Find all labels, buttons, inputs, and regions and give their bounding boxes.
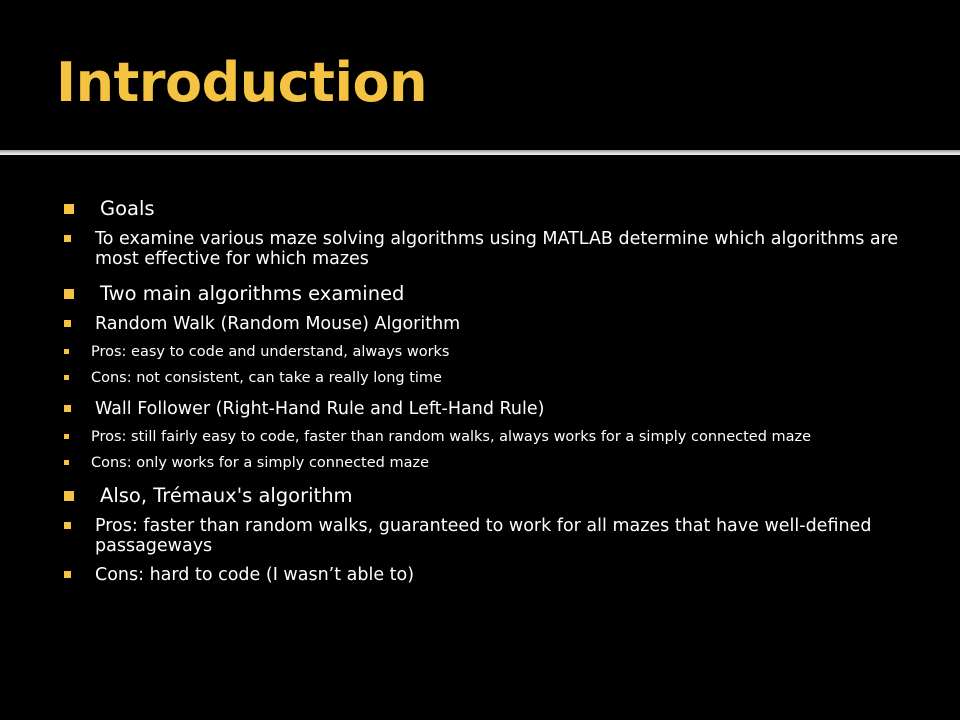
sub-bullet-list [95, 226, 924, 272]
title-bar [0, 0, 960, 150]
detail-list [91, 343, 924, 393]
sub-bullet-list [91, 311, 924, 478]
sub-bullet-tremaux-cons [64, 562, 924, 588]
bullet-label: Goals [100, 197, 155, 220]
detail-label: Cons: only works for a simply connected maze [91, 455, 430, 471]
detail-random-walk-pros [64, 343, 924, 361]
content-area [0, 155, 960, 720]
detail-wall-follower-cons [64, 454, 924, 472]
detail-label: Pros: still fairly easy to code, faster than random walks, always works for a simply connected maze [91, 429, 812, 445]
sub-bullet-tremaux-pros [64, 513, 924, 559]
detail-random-walk-cons [64, 369, 924, 387]
sub-bullet-list [95, 513, 924, 588]
sub-bullet-random-walk [64, 311, 924, 393]
bullet-algorithms-examined [64, 279, 924, 478]
slide-title: Introduction [56, 51, 428, 114]
sub-bullet-wall-follower [64, 396, 924, 478]
sub-bullet-label: Pros: faster than random walks, guaranteed to work for all mazes that have well-defined passageways [95, 516, 872, 556]
bullet-goals [64, 194, 924, 272]
sub-bullet-goal-description [64, 226, 924, 272]
bullet-tremaux [64, 481, 924, 588]
sub-bullet-label: To examine various maze solving algorithms using MATLAB determine which algorithms are most effective for which mazes [95, 229, 899, 269]
detail-wall-follower-pros [64, 428, 924, 446]
bullet-label: Two main algorithms examined [100, 282, 405, 305]
detail-label: Pros: easy to code and understand, always works [91, 344, 450, 360]
bullet-list [64, 194, 924, 588]
bullet-label: Also, Trémaux's algorithm [100, 484, 353, 507]
detail-label: Cons: not consistent, can take a really long time [91, 370, 442, 386]
sub-bullet-label: Cons: hard to code (I wasn’t able to) [95, 565, 415, 585]
sub-bullet-label: Wall Follower (Right-Hand Rule and Left-Hand Rule) [95, 399, 545, 419]
detail-list [91, 428, 924, 478]
sub-bullet-label: Random Walk (Random Mouse) Algorithm [95, 314, 461, 334]
